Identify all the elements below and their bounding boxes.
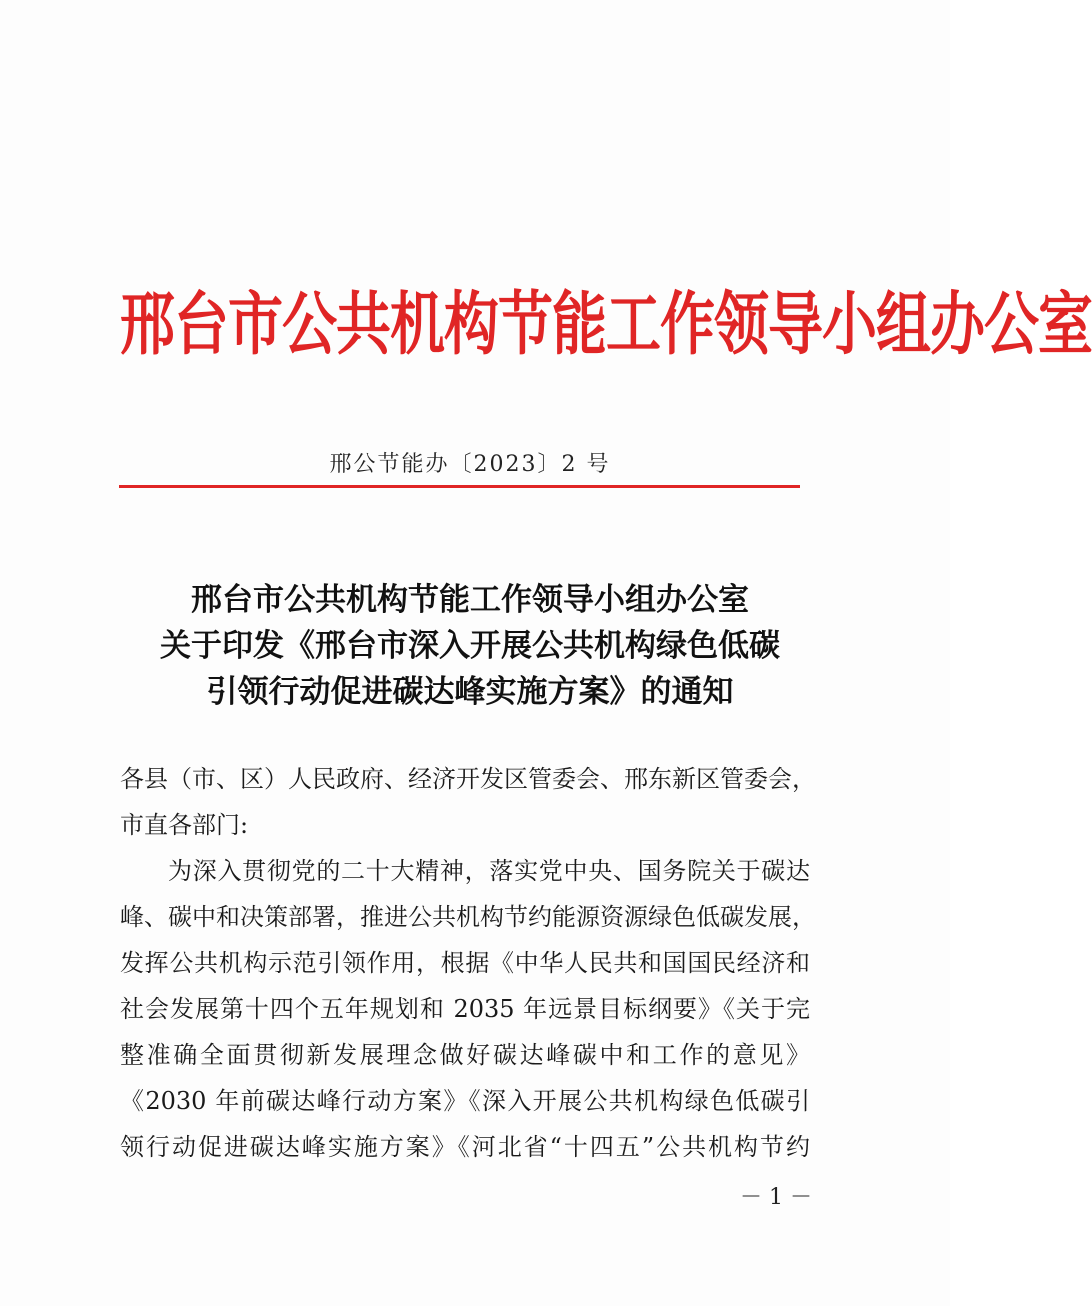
document-body [120, 756, 816, 1170]
paragraph-line-2: 峰、碳中和决策部署，推进公共机构节约能源资源绿色低碳发展， [120, 903, 816, 931]
paragraph-line-3: 发挥公共机构示范引领作用，根据《中华人民共和国国民经济和 [120, 949, 810, 977]
title-line-1: 邢台市公共机构节能工作领导小组办公室 [191, 582, 749, 618]
masthead-org-name: 邢台市公共机构节能工作领导小组办公室 [120, 284, 1092, 365]
red-divider-rule [119, 485, 800, 488]
page-number: － 1 － [740, 1185, 812, 1210]
paragraph-line-1: 为深入贯彻党的二十大精神，落实党中央、国务院关于碳达 [168, 857, 810, 885]
document-title [110, 577, 830, 715]
paragraph-line-7: 领行动促进碳达峰实施方案》《河北省“十四五”公共机构节约 [120, 1133, 810, 1161]
salutation-line-2: 市直各部门: [120, 811, 249, 839]
title-line-2: 关于印发《邢台市深入开展公共机构绿色低碳 [160, 628, 780, 664]
paragraph-line-4: 社会发展第十四个五年规划和 2035 年远景目标纲要》《关于完 [120, 995, 810, 1023]
paragraph-line-6: 《2030 年前碳达峰行动方案》《深入开展公共机构绿色低碳引 [120, 1087, 810, 1115]
paragraph-line-5: 整准确全面贯彻新发展理念做好碳达峰碳中和工作的意见》 [120, 1041, 810, 1069]
salutation-line-1: 各县（市、区）人民政府、经济开发区管委会、邢东新区管委会， [120, 765, 816, 793]
title-line-3: 引领行动促进碳达峰实施方案》的通知 [206, 674, 734, 710]
document-number: 邢公节能办〔2023〕2 号 [329, 452, 611, 477]
